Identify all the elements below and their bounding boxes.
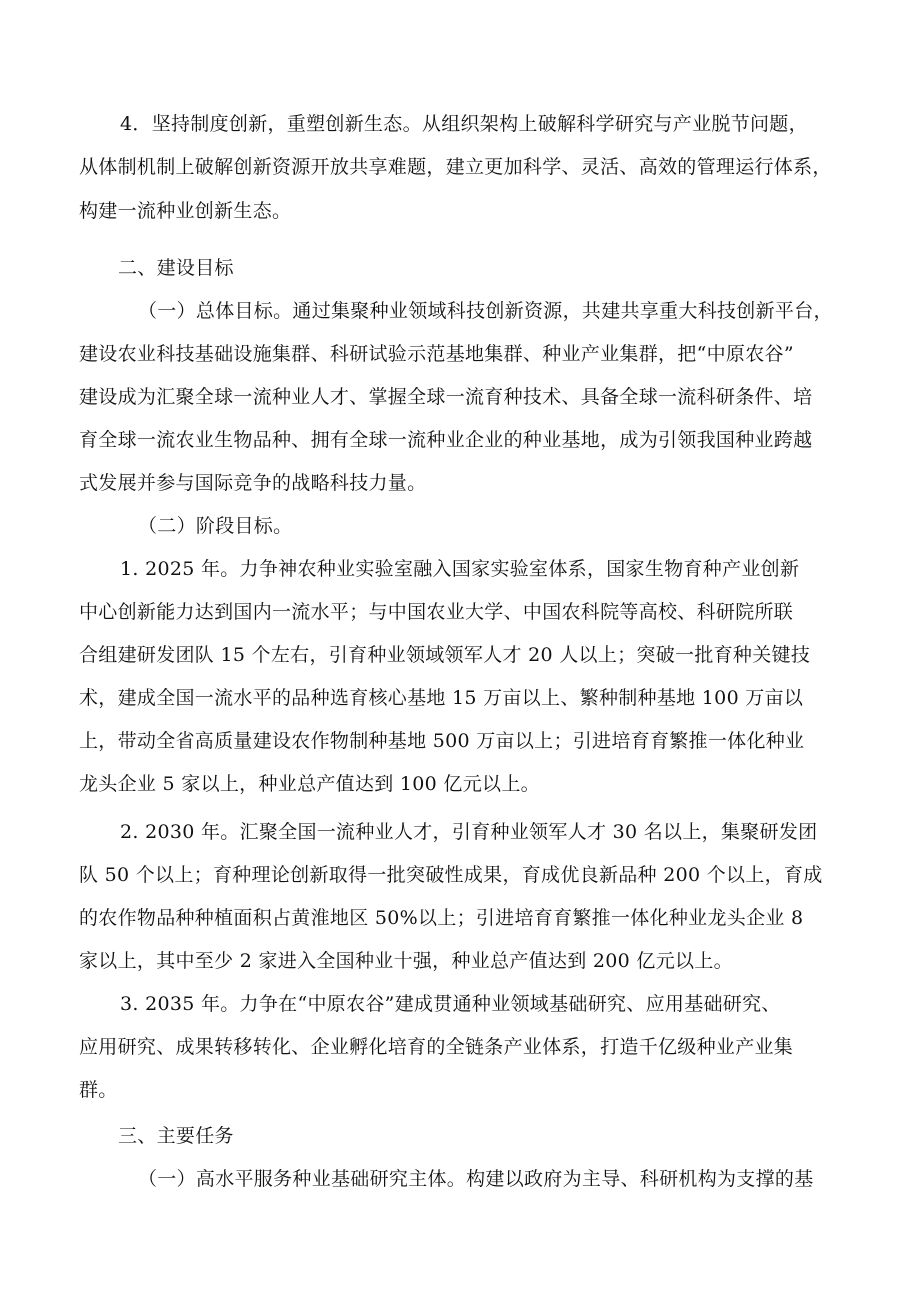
text-line-17: 2. 2030 年。汇聚全国一流种业人才，引育种业领军人才 30 名以上，集聚研发团 [120, 821, 818, 843]
text-line-21: 3. 2035 年。力争在“中原农谷”建成贯通种业领域基础研究、应用基础研究、 [120, 993, 781, 1015]
text-line-22: 应用研究、成果转移转化、企业孵化培育的全链条产业体系，打造千亿级种业产业集 [79, 1036, 794, 1058]
text-line-7: 建设成为汇聚全球一流种业人才、掌握全球一流育种技术、具备全球一流科研条件、培 [79, 386, 813, 408]
text-line-13: 合组建研发团队 15 个左右，引育种业领域领军人才 20 人以上；突破一批育种关键技 [79, 644, 811, 666]
text-line-11: 1. 2025 年。力争神农种业实验室融入国家实验室体系，国家生物育种产业创新 [120, 558, 800, 580]
text-line-14: 术，建成全国一流水平的品种选育核心基地 15 万亩以上、繁种制种基地 100 万亩以 [79, 687, 804, 709]
text-line-9: 式发展并参与国际竞争的战略科技力量。 [79, 472, 427, 494]
text-line-2: 从体制机制上破解创新资源开放共享难题，建立更加科学、灵活、高效的管理运行体系， [79, 156, 832, 178]
text-line-8: 育全球一流农业生物品种、拥有全球一流种业企业的种业基地，成为引领我国种业跨越 [79, 429, 813, 451]
text-line-18: 队 50 个以上；育种理论创新取得一批突破性成果，育成优良新品种 200 个以上，育成 [79, 864, 823, 886]
text-line-15: 上，带动全省高质量建设农作物制种基地 500 万亩以上；引进培育育繁推一体化种业 [79, 730, 805, 752]
section-heading-3: 三、主要任务 [118, 1125, 234, 1147]
text-line-19: 的农作物品种种植面积占黄淮地区 50%以上；引进培育育繁推一体化种业龙头企业 8 [79, 907, 804, 929]
text-line-5: （一）总体目标。通过集聚种业领域科技创新资源，共建共享重大科技创新平台， [138, 300, 833, 322]
text-line-1: 4．坚持制度创新，重塑创新生态。从组织架构上破解科学研究与产业脱节问题， [120, 113, 808, 135]
text-line-20: 家以上，其中至少 2 家进入全国种业十强，种业总产值达到 200 亿元以上。 [79, 950, 733, 972]
text-line-25: （一）高水平服务种业基础研究主体。构建以政府为主导、科研机构为支撑的基 [138, 1168, 814, 1190]
text-line-23: 群。 [79, 1079, 118, 1101]
subheading-stage-goals: （二）阶段目标。 [138, 515, 293, 537]
text-line-12: 中心创新能力达到国内一流水平；与中国农业大学、中国农科院等高校、科研院所联 [79, 601, 794, 623]
text-line-6: 建设农业科技基础设施集群、科研试验示范基地集群、种业产业集群，把“中原农谷” [79, 343, 794, 365]
text-line-3: 构建一流种业创新生态。 [79, 200, 292, 222]
text-line-16: 龙头企业 5 家以上，种业总产值达到 100 亿元以上。 [79, 773, 540, 795]
section-heading-2: 二、建设目标 [118, 257, 234, 279]
